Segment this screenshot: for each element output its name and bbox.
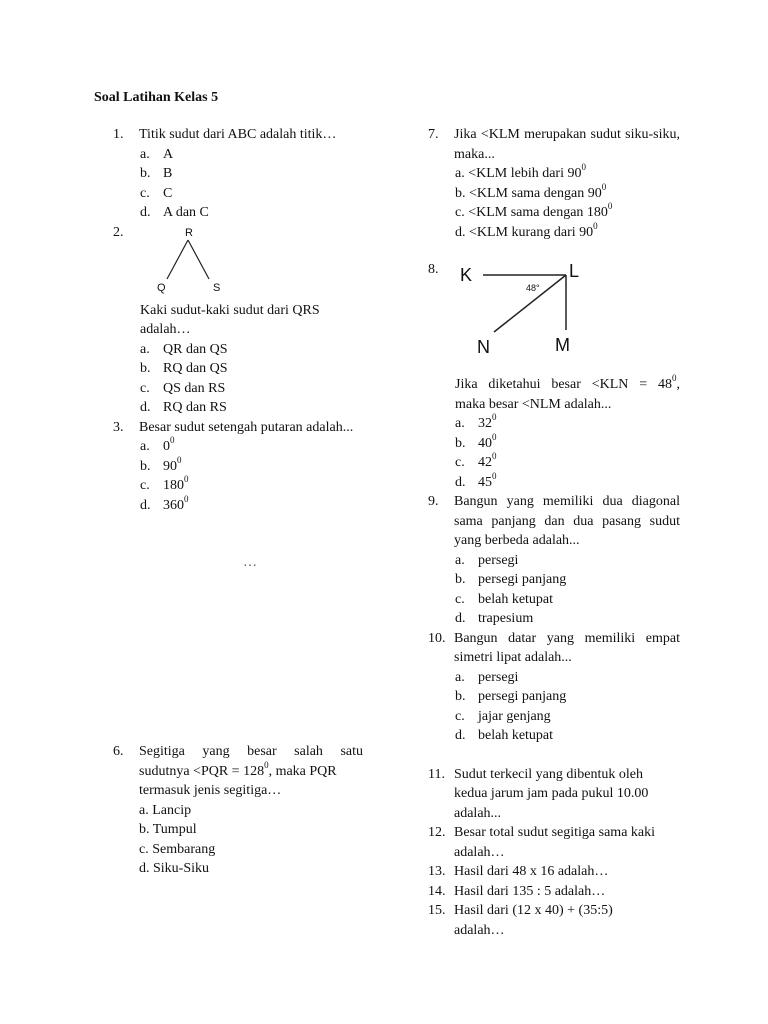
question-text: Jika <KLM merupakan sudut siku-siku, maka...: [454, 127, 680, 162]
question-number: 14.: [428, 883, 446, 899]
question-6: [113, 742, 363, 879]
option-d: d. <KLM kurang dari $90^0$: [455, 220, 598, 240]
option-a: a. A: [140, 146, 174, 162]
question-text: Kaki sudut-kaki sudut dari QRS adalah…: [140, 302, 320, 337]
question-text: Bangun yang memiliki dua diagonal sama panjang dan dua pasang sudut yang berbeda adalah...: [454, 494, 680, 548]
option-b: b. RQ dan QS: [140, 361, 228, 376]
option-c: c. jajar genjang: [455, 708, 551, 724]
option-c: c. <KLM sama dengan $180^0$: [455, 201, 613, 220]
question-13: [428, 862, 680, 882]
label-k: K: [460, 265, 473, 285]
question-text-line-2: sudutnya $<PQR = 128^0$, maka PQR: [139, 759, 337, 779]
option-a: a. $0^0$: [140, 435, 175, 454]
question-15: [428, 901, 680, 940]
question-9: [428, 492, 680, 629]
angle-label: 48°: [526, 283, 540, 293]
question-text-line-3: adalah...: [454, 805, 502, 821]
question-11: [428, 765, 680, 824]
question-number: 13.: [428, 864, 446, 879]
question-text: Besar sudut setengah putaran adalah...: [139, 419, 354, 435]
option-c: c. C: [140, 185, 173, 201]
left-column: [113, 125, 373, 515]
question-text-line-2: kedua jarum jam pada pukul 10.00: [454, 786, 649, 801]
question-text: Hasil dari 135 : 5 adalah…: [454, 883, 606, 899]
question-number: 2.: [113, 224, 124, 240]
label-n: N: [477, 337, 490, 356]
question-text-line-2: adalah…: [454, 844, 505, 860]
option-c: c. $42^0$: [455, 451, 497, 470]
label-r: R: [185, 226, 193, 239]
question-text-line-2: adalah…: [454, 922, 505, 938]
option-d: d. $45^0$: [455, 470, 497, 490]
option-a: a. <KLM lebih dari $90^0$: [455, 162, 586, 181]
question-text-line-1: Sudut terkecil yang dibentuk oleh: [454, 766, 643, 782]
ellipsis: …: [243, 555, 257, 570]
option-a: a. $32^0$: [455, 412, 497, 431]
option-d: d. belah ketupat: [455, 728, 554, 743]
question-text: Titik sudut dari ABC adalah titik…: [139, 127, 337, 142]
question-number: 9.: [428, 494, 439, 509]
option-d: d. A dan C: [140, 205, 209, 220]
option-b: b. persegi panjang: [455, 689, 567, 704]
option-a: a. QR dan QS: [140, 341, 228, 357]
question-text-line-3: termasuk jenis segitiga…: [139, 783, 282, 798]
page-title: Soal Latihan Kelas 5: [94, 90, 219, 105]
option-a: a. persegi: [455, 552, 519, 568]
label-m: M: [555, 335, 570, 355]
option-c: c. belah ketupat: [455, 591, 554, 607]
question-10: [428, 629, 680, 746]
right-column: [428, 125, 680, 940]
angle-klm-figure: [454, 260, 594, 356]
option-b: b. B: [140, 166, 173, 181]
question-1: [113, 125, 373, 223]
question-text: Hasil dari 48 x 16 adalah…: [454, 864, 609, 879]
question-number: 7.: [428, 127, 439, 142]
question-text-line-1: Besar total sudut segitiga sama kaki: [454, 825, 656, 840]
question-2: [113, 223, 373, 418]
question-text-line-2: maka besar <NLM adalah...: [455, 396, 612, 412]
question-number: 11.: [428, 766, 445, 782]
question-number: 1.: [113, 127, 124, 142]
question-8: [428, 260, 680, 492]
option-c: c. QS dan RS: [140, 380, 226, 396]
question-number: 3.: [113, 419, 124, 435]
question-text-line-1: Jika diketahui besar $<KLN = 48^0$,: [455, 373, 680, 392]
question-number: 12.: [428, 825, 446, 840]
question-text-line-1: Hasil dari (12 x 40) + (35:5): [454, 903, 613, 918]
option-c: c. $180^0$: [140, 474, 189, 493]
label-l: L: [569, 261, 580, 281]
question-number: 10.: [428, 630, 446, 646]
label-s: S: [213, 281, 221, 294]
label-q: Q: [157, 281, 166, 294]
question-number: 6.: [113, 744, 124, 759]
question-number: 15.: [428, 903, 446, 918]
option-c: c. Sembarang: [139, 841, 216, 857]
question-12: [428, 823, 680, 862]
option-d: d. $360^0$: [140, 493, 189, 513]
option-b: b. Tumpul: [139, 822, 197, 837]
question-14: [428, 882, 680, 902]
option-b: b. persegi panjang: [455, 572, 567, 587]
question-text: Bangun datar yang memiliki empat simetri lipat adalah...: [454, 630, 680, 665]
option-b: b. $90^0$: [140, 454, 182, 474]
option-b: b. $40^0$: [455, 431, 497, 451]
option-d: d. Siku-Siku: [139, 861, 210, 876]
question-text-line-1: Segitiga yang besar salah satu: [139, 744, 363, 759]
option-d: d. RQ dan RS: [140, 400, 227, 415]
question-3: [113, 418, 373, 516]
option-b: b. <KLM sama dengan $90^0$: [455, 181, 607, 201]
question-number: 8.: [428, 262, 439, 277]
option-d: d. trapesium: [455, 611, 534, 626]
option-a: a. persegi: [455, 669, 519, 685]
angle-qrs-figure: [139, 223, 249, 297]
question-7: [428, 125, 680, 242]
option-a: a. Lancip: [139, 802, 192, 818]
